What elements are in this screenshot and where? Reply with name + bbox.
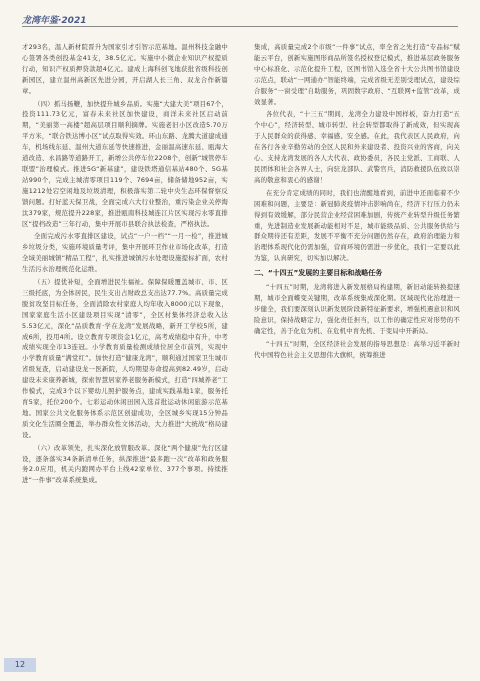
paragraph: “十四五”时期，全区经济社会发展的指导思想是：高举习近平新时代中国特色社会主义思想伟大旗帜，统筹推进 bbox=[254, 339, 460, 359]
paragraph: 在充分肯定成绩的同时，我们也清醒地看到，前进中还面临着不少困难和问题，主要是：新冠肺炎疫情冲击影响尚在，经济下行压力仍未得到有效缓解，部分民营企业经营困难加剧，传统产业转型升级任务繁重，先进制造业发展新动能相对不足，城市能级品质、公共服务供给与群众期待还有差距，发展不平衡不充分问题仍然存在，政府治理能力和治理体系现代化仍需加强，营商环境仍需进一步优化，我们一定要以此为鉴，认真研究，切实加以解决。 bbox=[254, 188, 460, 263]
paragraph: 各位代表，“十三五”期间，龙湾全力建设中国样板，奋力打造“五个中心”，经济转型、城市转型、社会转型都取得了新成效，但实现高于人民群众的获得感、幸福感、安全感。在此，我代表区人民政府，向在各行各业辛勤劳动的全区人民和外来建设者、投资兴业的客商，向关心、支持龙湾发展的各人大代表、政协委员，各民主党派、工商联、人民团体和社会各界人士，向驻龙部队、武警官兵，消防救援队伍致以崇高的敬意和衷心的感谢！ bbox=[254, 110, 460, 184]
paragraph: 才293名，温人新材院晋升为国家引才引智示范基地。温州科技金融中心签署各类创投基金41支，38.5亿元。实施中小微企业知识产权提质行动，知识产权质押贷款超4亿元。建成上海科创飞地获批省级科技创新园区，建立温州高新区先进分园，开启湖人长三角、双龙合作新篇章。 bbox=[22, 43, 228, 95]
paragraph: （六）改革领先，扎实深化放管服改革。深化“两个健康”先行区建设，逐条落实34条新清单任务，纵深推进“最多跑一次”改革和政务服务2.0应用，机关内跑网办平台上线42家单位、377个事项。持续推进“一件事”改革系统集成。 bbox=[22, 443, 228, 485]
yearbook-title: 龙湾年鉴·2021 bbox=[22, 16, 87, 26]
paragraph: 集成，高质量完成2个市级“一件事”试点，率全省之先打造“专品标”赋能云平台，创新实施图形商品所签名授权登记模式，推进基层政务服务中心标准化、示范化提升工程，区图书馆入选全省十大公共图书馆建设示范点，联动“一网通办”智能终端，完成省级无差别受理试点，建设综合服务“一窗受理”自助服务，巩固数字政府、“互联网+监管”改革，成效显著。 bbox=[254, 43, 460, 106]
paragraph: （四）抓马扬鞭，加快提升城乡品质。实施“大建大美”项目67个，投资111.73亿元，富春未来社区加快建设，商洋未来社区启动前期，“美丽第一高楼”超高层项目顺利摘牌。实施老旧小区改造5.70万平方米，“联合铁达博小区”试点取得实效。环山东路、龙腾大道建成通车，机场线东延、温州大道东延等快速推进，金丽温高速东延、瓯海大道改造、永昌路等道路开工，新增公共停车位2208个，创新“城管停车联盟”治理模式。推进5G“新基建”，建设铁塔通信基站480个、5G基站990个，完成主城清零项目119个、7694亩，储备储地952亩，实施1212处宕空闲地及垃圾清理，积极落实第二轮中央生态环保督察反馈问题。打好蓝天保卫战，全面完成六大行业整治，重污染企业关停淘汰379家，规范提升228家，推进瓯南科技城连江片区实现污水零直排区“提档改造”三年行动，集中开展市县联合执法检查，严格执法。 bbox=[22, 99, 228, 228]
paragraph: （五）提优补短，全面增进民生福祉。保障保暖覆盖城市、市、区三级托底，为全体居民，民生支出占财政总支出达77.7%。高质量完成脱贫攻坚目标任务，全面消除农村家庭人均年收入8000元以下现象，国家家庭生活小区建设项目实现“清零”，全区村集体经济总收入达5.53亿元，深化“品质教育·学在龙湾”发展战略，新开工学校5所，建成6所，投用4所。设立教育专项资金1亿元，高考成绩稳中有升，中考成绩实现全市13连冠。小学教育质量检测成绩位居全市前列，实现中小学教育质量“满堂红”。加快打造“健康龙湾”，顺利通过国家卫生城市省级复查，启动建设龙一医新院，人均期望寿命提高到82.49岁，启动建设未来康养新城，探索智慧居家养老服务新模式，打造“四城养老”工作模式，完成3个以下婴幼儿照护服务点，建成实践基地1家，服务托育5家，托位200个。七彩运动休闲田园入选首批运动休闲旅游示范基地。国家公共文化服务体系示范区创建成功，全区城乡实现15分钟品质文化生活圈全覆盖，举办群众性文体活动，大力推进“大统战”格局建设。 bbox=[22, 278, 228, 439]
running-header bbox=[22, 8, 458, 27]
paragraph: 全面完成污水零直排区建设，试点“一户一档”“一月一检”，推进城乡垃圾分类，实施环境质量考评，集中开展环卫作业市场化改革，打造全域美丽城镇“精品工程”，扎实推进城镇污水处理设施提标扩面，农村生活污水治理规范化运维。 bbox=[22, 232, 228, 274]
paragraph: “十四五”时期，龙湾将进入新发展格局构建期，新旧动能转换提速期，城市全面蝶变关键期，改革系统集成深化期。区域现代化治理进一步健全，我们要深刻认识新发展阶段新特征新要求，增强机遇意识和风险意识，保持战略定力，强化责任担当，以工作的确定性应对形势的不确定性，善于化危为机、在危机中育先机、于变局中开新局。 bbox=[254, 283, 460, 335]
left-column bbox=[22, 42, 228, 652]
page-number: 12 bbox=[4, 658, 36, 672]
section-heading: 二、“十四五”发展的主要目标和战略任务 bbox=[254, 269, 383, 278]
right-column bbox=[254, 42, 460, 652]
